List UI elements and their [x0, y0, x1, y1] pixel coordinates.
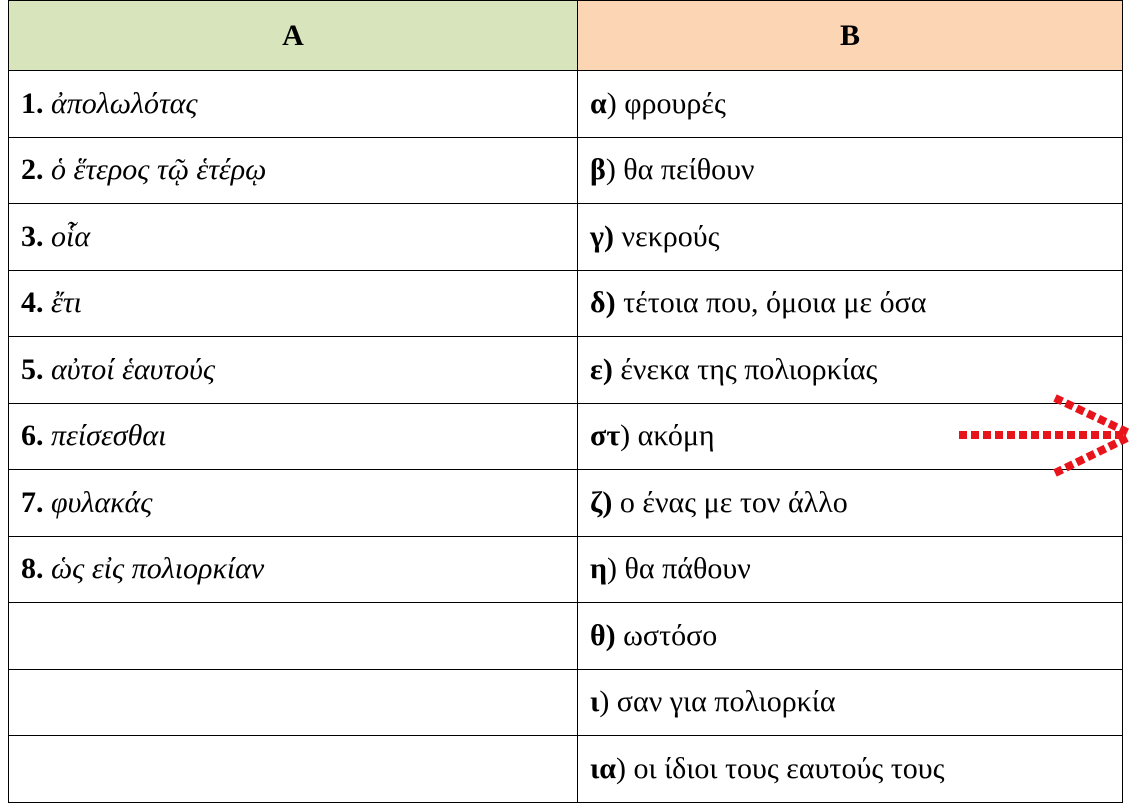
- column-a-cell: [9, 536, 578, 603]
- column-a-cell: [9, 470, 578, 537]
- translation-text: ) σαν για πολιορκία: [599, 685, 836, 719]
- translation-text: νεκρούς: [614, 219, 720, 253]
- item-number: 8.: [21, 552, 44, 586]
- table-row: [9, 603, 1123, 670]
- column-b-cell: [578, 669, 1123, 736]
- table-row: [9, 137, 1123, 204]
- column-a-cell: [9, 603, 578, 670]
- column-a-cell: [9, 71, 578, 138]
- ancient-greek-term: ὡς εἰς πολιορκίαν: [43, 552, 265, 586]
- column-b-header: Β: [578, 1, 1123, 71]
- table-row: [9, 204, 1123, 271]
- column-b-cell: [578, 270, 1123, 337]
- ancient-greek-term: οἷα: [43, 219, 91, 253]
- table-row: [9, 669, 1123, 736]
- option-letter: η: [590, 552, 608, 586]
- column-a-cell: [9, 204, 578, 271]
- column-a-header: Α: [9, 1, 578, 71]
- column-a-cell: [9, 337, 578, 404]
- arrow-head-upper: [1055, 398, 1129, 433]
- ancient-greek-term: αὐτοί ἑαυτούς: [43, 352, 216, 386]
- column-b-cell: [578, 204, 1123, 271]
- item-number: 2.: [21, 153, 44, 187]
- arrow-head-lower: [1055, 437, 1129, 473]
- table-row: [9, 270, 1123, 337]
- ancient-greek-term: ἀπολωλότας: [43, 86, 198, 120]
- option-letter: ε): [590, 352, 613, 386]
- translation-text: ένεκα της πολιορκίας: [612, 352, 878, 386]
- column-a-cell: [9, 270, 578, 337]
- option-letter: στ: [590, 419, 621, 453]
- column-b-cell: [578, 71, 1123, 138]
- column-b-cell: [578, 536, 1123, 603]
- translation-text: τέτοια που, όμοια με όσα: [615, 286, 927, 320]
- column-a-cell: [9, 736, 578, 803]
- item-number: 1.: [21, 86, 44, 120]
- translation-text: ωστόσο: [615, 618, 718, 652]
- translation-text: ) οι ίδιοι τους εαυτούς τους: [616, 751, 945, 785]
- option-letter: ι: [590, 685, 600, 719]
- option-letter: δ): [590, 286, 616, 320]
- option-letter: ια: [590, 751, 617, 785]
- item-number: 5.: [21, 352, 44, 386]
- column-b-cell: [578, 137, 1123, 204]
- table-row: [9, 71, 1123, 138]
- translation-text: ) φρουρές: [606, 86, 726, 120]
- column-b-cell: [578, 603, 1123, 670]
- column-a-cell: [9, 137, 578, 204]
- ancient-greek-term: ὁ ἕτερος τῷ ἑτέρῳ: [43, 153, 267, 187]
- option-letter: ζ): [590, 485, 613, 519]
- option-letter: α: [590, 86, 607, 120]
- column-a-cell: [9, 669, 578, 736]
- item-number: 7.: [21, 485, 44, 519]
- translation-text: ) ακόμη: [620, 419, 715, 453]
- item-number: 3.: [21, 219, 44, 253]
- option-letter: β: [590, 153, 606, 187]
- translation-text: ο ένας με τον άλλο: [612, 485, 848, 519]
- translation-text: ) θα πείθουν: [605, 153, 755, 187]
- table-row: [9, 736, 1123, 803]
- ancient-greek-term: ἔτι: [43, 286, 82, 320]
- column-b-cell: [578, 736, 1123, 803]
- item-number: 6.: [21, 419, 44, 453]
- header-row: [9, 1, 1123, 71]
- dotted-arrow-right-icon: [955, 386, 1134, 486]
- table-row: [9, 536, 1123, 603]
- ancient-greek-term: φυλακάς: [43, 485, 153, 519]
- option-letter: θ): [590, 618, 616, 652]
- column-a-cell: [9, 403, 578, 470]
- translation-text: ) θα πάθουν: [607, 552, 751, 586]
- item-number: 4.: [21, 286, 44, 320]
- ancient-greek-term: πείσεσθαι: [43, 419, 167, 453]
- option-letter: γ): [590, 219, 615, 253]
